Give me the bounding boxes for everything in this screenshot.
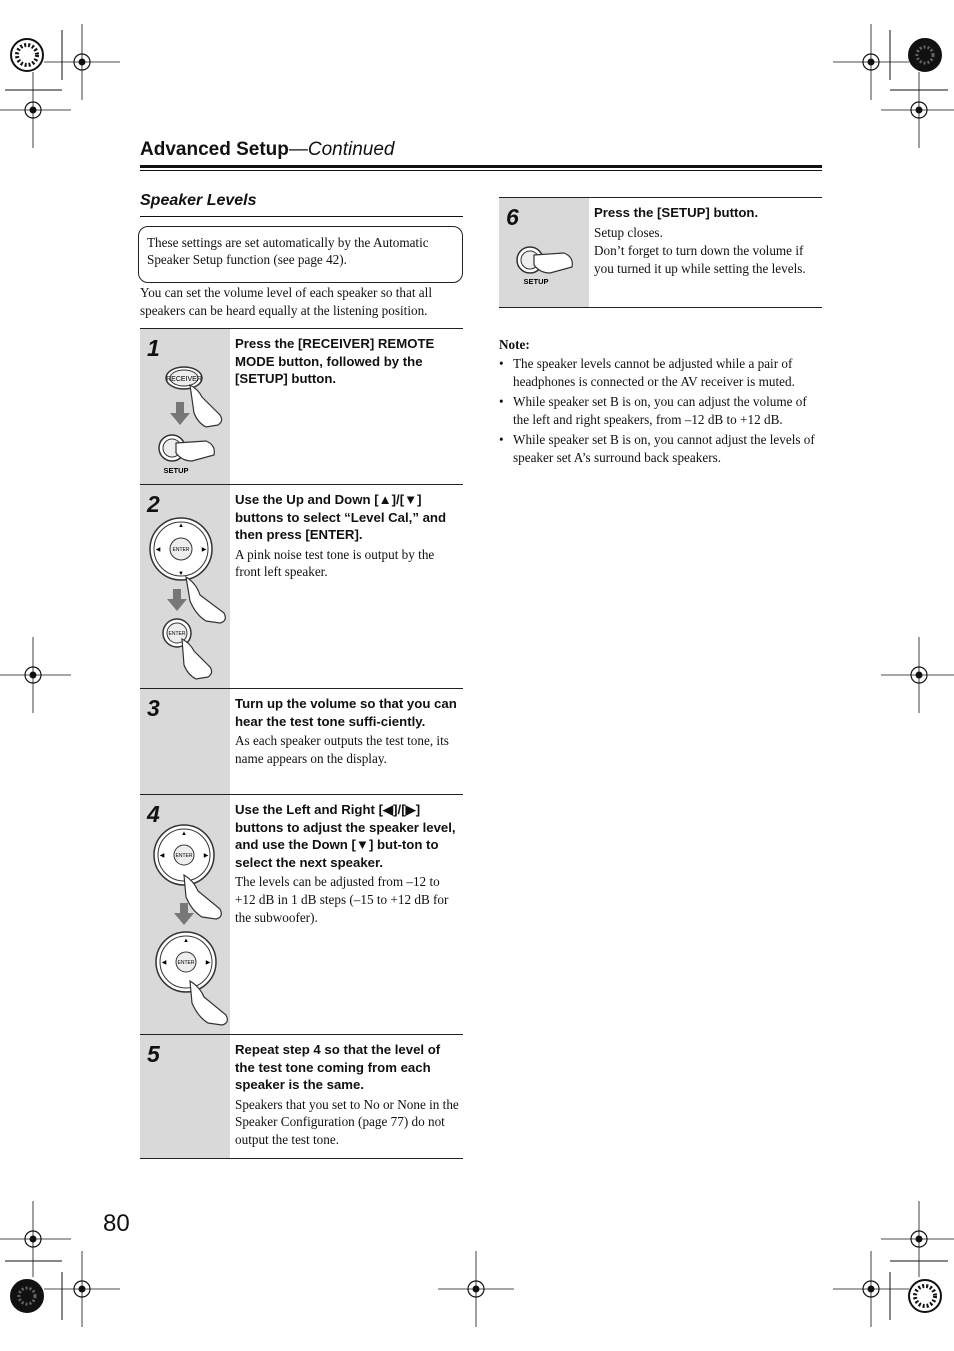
intro-paragraph: You can set the volume level of each speaker so that all speakers can be heard equally at the listening position. <box>140 285 432 318</box>
step-2 <box>140 484 463 689</box>
section-rule <box>140 216 463 217</box>
enter-label: ENTER <box>172 547 190 553</box>
step-3 <box>140 688 463 795</box>
down-arrow-icon <box>167 589 187 611</box>
left-right-dial-illustration <box>140 795 230 1035</box>
svg-text:▲: ▲ <box>183 938 189 944</box>
notes-section <box>499 336 823 469</box>
step-description: The levels can be adjusted from –12 to +12 dB in 1 dB steps (–15 to +12 dB for the subwoofer). <box>235 874 449 925</box>
header-rule <box>140 165 822 168</box>
step-description-2: Don’t forget to turn down the volume if you turned it up while setting the levels. <box>594 243 806 276</box>
step-1 <box>140 328 463 485</box>
svg-text:▲: ▲ <box>181 831 187 837</box>
step-instruction: Turn up the volume so that you can hear the test tone suffi-ciently. <box>235 696 457 729</box>
step-instruction: Repeat step 4 so that the level of the test tone coming from each speaker is the same. <box>235 1042 441 1093</box>
svg-text:ENTER: ENTER <box>168 631 186 637</box>
note-item: • The speaker levels cannot be adjusted while a pair of headphones is connected or the AV receiver is muted. <box>499 355 823 391</box>
page-number: 80 <box>103 1210 130 1237</box>
svg-text:◀: ◀ <box>161 960 167 966</box>
step-description: A pink noise test tone is output by the front left speaker. <box>235 546 435 580</box>
svg-text:▶: ▶ <box>201 547 207 553</box>
down-arrow-icon <box>170 402 190 425</box>
page-header <box>140 139 395 161</box>
svg-text:◀: ◀ <box>155 547 161 553</box>
svg-text:◀: ◀ <box>159 853 165 859</box>
step-number: 1 <box>147 335 160 361</box>
step-4 <box>140 794 463 1035</box>
svg-text:▼: ▼ <box>178 571 184 577</box>
step-number: 2 <box>147 491 160 517</box>
header-title: Advanced Setup <box>140 139 289 160</box>
step-description: Setup closes. <box>594 224 663 240</box>
step-text <box>235 695 461 767</box>
step-number: 4 <box>147 801 160 827</box>
svg-text:▶: ▶ <box>205 960 211 966</box>
svg-text:ENTER: ENTER <box>177 960 195 966</box>
setup-label: SETUP <box>523 277 549 286</box>
receiver-setup-illustration <box>140 329 230 485</box>
svg-text:▶: ▶ <box>203 853 209 859</box>
step-description: Speakers that you set to No or None in the Speaker Configuration (page 77) do not output the test tone. <box>235 1096 459 1147</box>
notes-list <box>499 355 823 467</box>
setup-button-icon <box>159 435 214 475</box>
step-text <box>594 204 820 277</box>
step-instruction: Press the [SETUP] button. <box>594 205 759 220</box>
step-number: 3 <box>147 695 160 721</box>
header-rule-thin <box>140 170 822 171</box>
note-item: • While speaker set B is on, you cannot adjust the levels of speaker set A’s surround back speakers. <box>499 431 823 467</box>
direction-pad-icon <box>150 518 212 580</box>
step-text <box>235 491 461 581</box>
step-text <box>235 801 461 926</box>
svg-text:ENTER: ENTER <box>175 853 193 859</box>
receiver-label: RECEIVER <box>166 376 202 383</box>
step-number: 5 <box>147 1041 160 1067</box>
step-description: As each speaker outputs the test tone, its name appears on the display. <box>235 733 449 766</box>
setup-button-illustration <box>499 198 589 307</box>
info-box: These settings are set automatically by the Automatic Speaker Setup function (see page 42). <box>138 226 463 283</box>
section-title: Speaker Levels <box>140 192 257 209</box>
note-item: • While speaker set B is on, you can adjust the volume of the left and right speakers, from –12 dB to +12 dB. <box>499 393 823 429</box>
svg-text:▲: ▲ <box>178 523 184 529</box>
step-text <box>235 1041 461 1149</box>
direction-pad-down-icon <box>156 932 227 1025</box>
step-number: 6 <box>506 204 519 230</box>
steps-bottom-rule <box>140 1158 463 1159</box>
step-text <box>235 335 461 388</box>
enter-dial-illustration <box>140 485 230 689</box>
step-instruction: Press the [RECEIVER] REMOTE MODE button, followed by the [SETUP] button. <box>235 336 435 387</box>
enter-button-icon <box>163 619 212 679</box>
step-5 <box>140 1034 463 1159</box>
header-continued: —Continued <box>288 139 395 160</box>
setup-label: SETUP <box>163 466 189 475</box>
step-instruction: Use the Left and Right [◀]/[▶] buttons to adjust the speaker level, and use the Down [▼] but-ton to select the next speaker. <box>235 802 456 870</box>
step-6 <box>499 197 822 308</box>
notes-label: Note: <box>499 337 530 352</box>
step-instruction: Use the Up and Down [▲]/[▼] buttons to select “Level Cal,” and then press [ENTER]. <box>235 492 447 543</box>
